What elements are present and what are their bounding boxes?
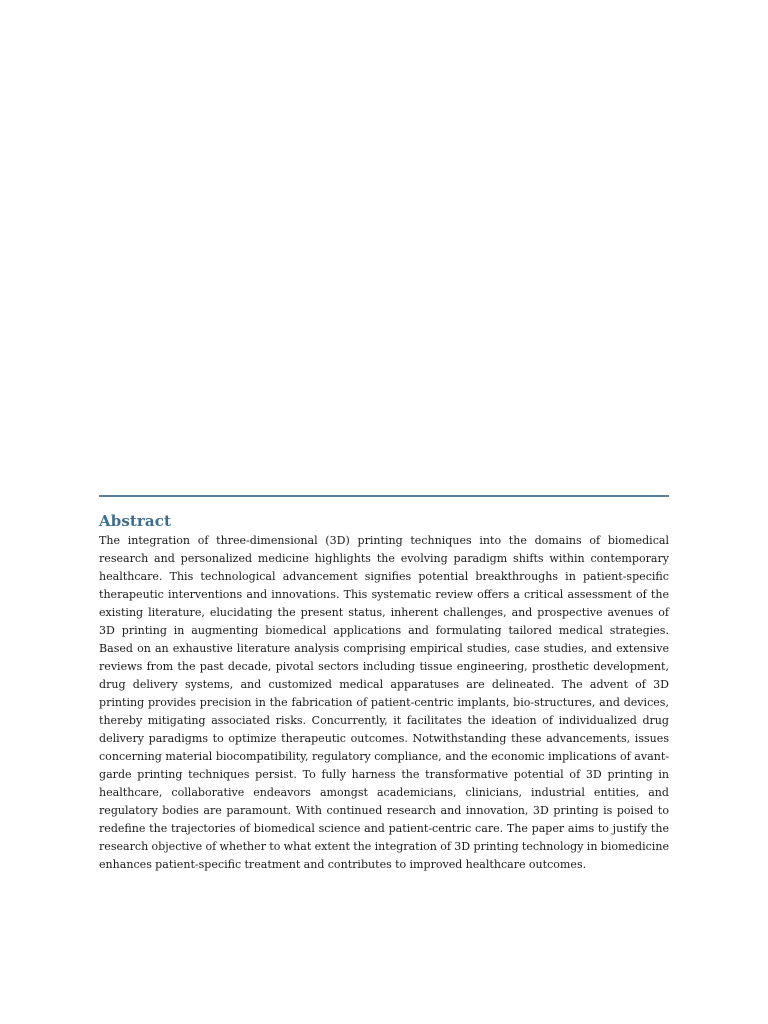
abstract-heading: Abstract (99, 512, 171, 530)
section-divider (99, 495, 669, 497)
abstract-body: The integration of three-dimensional (3D) printing techniques into the domains of biomedical research and personalized medicine highlights the evolving paradigm shifts within contemporary healthcare. This technological advancement signifies potential breakthroughs in patient-specific therapeutic interventions and innovations. This systematic review offers a critical assessment of the existing literature, elucidating the present status, inherent challenges, and prospective avenues of 3D printing in augmenting biomedical applications and formulating tailored medical strategies. Based on an exhaustive literature analysis comprising empirical studies, case studies, and extensive reviews from the past decade, pivotal sectors including tissue engineering, prosthetic development, drug delivery systems, and customized medical apparatuses are delineated. The advent of 3D printing provides precision in the fabrication of patient-centric implants, bio-structures, and devices, thereby mitigating associated risks. Concurrently, it facilitates the ideation of individualized drug delivery paradigms to optimize therapeutic outcomes. Notwithstanding these advancements, issues concerning material biocompatibility, regulatory compliance, and the economic implications of avant-garde printing techniques persist. To fully harness the transformative potential of 3D printing in healthcare, collaborative endeavors amongst academicians, clinicians, industrial entities, and regulatory bodies are paramount. With continued research and innovation, 3D printing is poised to redefine the trajectories of biomedical science and patient-centric care. The paper aims to justify the research objective of whether to what extent the integration of 3D printing technology in biomedicine enhances patient-specific treatment and contributes to improved healthcare outcomes. (99, 534, 669, 871)
